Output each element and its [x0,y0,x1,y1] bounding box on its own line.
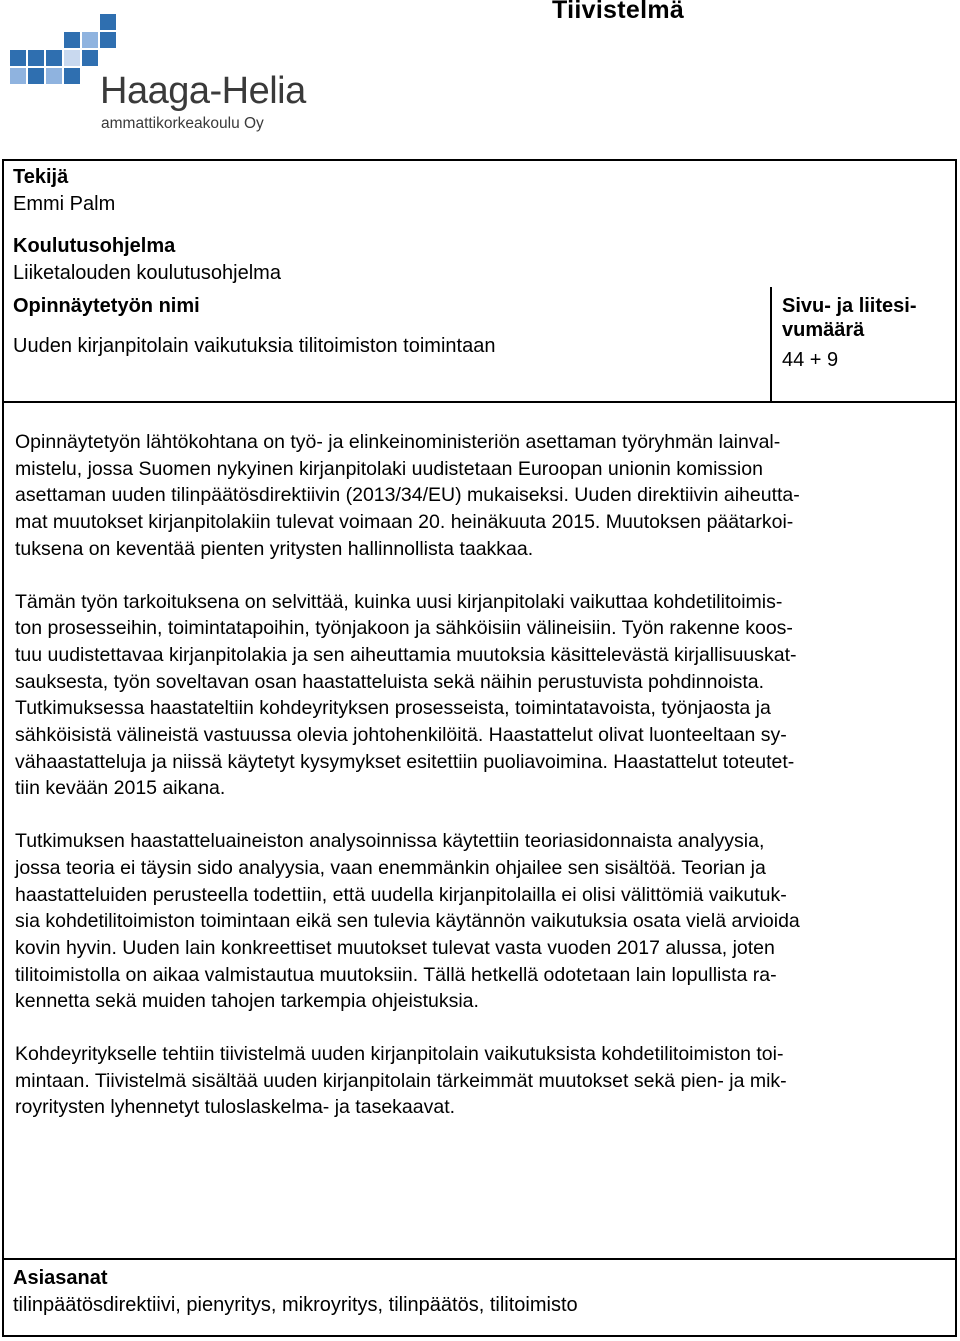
abstract-paragraph: Tämän työn tarkoituksena on selvittää, kuinka uusi kirjanpitolaki vaikuttaa kohdetilitoimis- ton prosesseihin, toimintatapoihin, työnjakoon ja sähköisiin välineisiin. Työn rakenne koos- tuu uudistettavaa kirjanpitolakia ja sen aiheuttamia muutoksia käsittelevästä kirjallisuuskat- sauksesta, työn soveltavan osan haastatteluista sekä näihin perustuvista pohdinnoista. Tutkimuksessa haastateltiin kohdeyrityksen prosesseista, toimintatavoista, työnjaosta ja sähköisistä välineistä vastuussa olevia johtohenkilöitä. Haastattelut olivat luonteeltaan sy- vähaastatteluja ja niissä käytetyt kysymykset esitettiin puoliavoimina. Haastattelut toteutet- tiin kevään 2015 aikana. [15,590,797,800]
logo-subtitle: ammattikorkeakoulu Oy [101,115,264,132]
program-value: Liiketalouden koulutusohjelma [13,262,281,284]
logo-square [82,50,98,66]
keywords-value: tilinpäätösdirektiivi, pienyritys, mikroyritys, tilinpäätös, tilitoimisto [13,1294,578,1316]
logo-square [82,32,98,48]
logo-square [46,50,62,66]
section-divider [4,401,955,403]
column-divider [770,287,772,401]
logo-square [64,50,80,66]
thesis-title-value: Uuden kirjanpitolain vaikutuksia tilitoimiston toimintaan [13,335,496,357]
abstract-frame [2,159,957,1337]
logo-square [28,68,44,84]
logo-square [10,50,26,66]
logo-square [10,68,26,84]
keywords-label: Asiasanat [13,1267,108,1289]
pages-value: 44 + 9 [782,349,839,371]
keywords-divider [4,1258,955,1260]
logo-square [64,68,80,84]
haaga-helia-logo [8,14,308,138]
pages-label: Sivu- ja liitesi- vumäärä [782,295,917,341]
logo-square [64,32,80,48]
logo-square [46,68,62,84]
logo-square [100,14,116,30]
abstract-paragraph: Opinnäytetyön lähtökohtana on työ- ja elinkeinoministeriön asettaman työryhmän lainval- mistelu, jossa Suomen nykyinen kirjanpitolaki uudistetaan Euroopan unionin komission asettaman uuden tilinpäätösdirektiivin (2013/34/EU) mukaiseksi. Uuden direktiivin aiheutta- mat muutokset kirjanpitolakiin tulevat voimaan 20. heinäkuuta 2015. Muutoksen päätarkoi- tuksena on keventää pienten yritysten hallinnollista taakkaa. [15,431,800,560]
abstract-body [15,429,950,1147]
abstract-paragraph: Tutkimuksen haastatteluaineiston analysoinnissa käytettiin teoriasidonnaista analyysia, jossa teoria ei täysin sido analyysia, vaan enemmänkin ohjailee sen sisältöä. Teorian ja haastatteluiden perusteella todettiin, että uudella kirjanpitolailla ei olisi välittömiä vaikutuk- sia kohdetilitoimiston toimintaan eikä sen tulevia käytännön vaikutuksia osata vielä arvioida kovin hyvin. Uuden lain konkreettiset muutokset tulevat vasta vuoden 2017 alussa, joten tilitoimistolla on aikaa valmistautua muutoksiin. Tällä hetkellä odotetaan lain lopullista ra- kennetta sekä muiden tahojen tarkempia ohjeistuksia. [15,830,800,1013]
abstract-paragraph: Kohdeyritykselle tehtiin tiivistelmä uuden kirjanpitolain vaikutuksista kohdetilitoimiston toi- mintaan. Tiivistelmä sisältää uuden kirjanpitolain tärkeimmät muutokset sekä pien- ja mik- royritysten lyhennetyt tuloslaskelma- ja tasekaavat. [15,1043,787,1119]
program-label: Koulutusohjelma [13,235,176,257]
page-title: Tiivistelmä [552,0,685,24]
logo-square [100,32,116,48]
thesis-title-label: Opinnäytetyön nimi [13,295,200,317]
logo-square [28,50,44,66]
author-label: Tekijä [13,166,69,188]
logo-name: Haaga-Helia [100,70,306,112]
author-value: Emmi Palm [13,193,116,215]
